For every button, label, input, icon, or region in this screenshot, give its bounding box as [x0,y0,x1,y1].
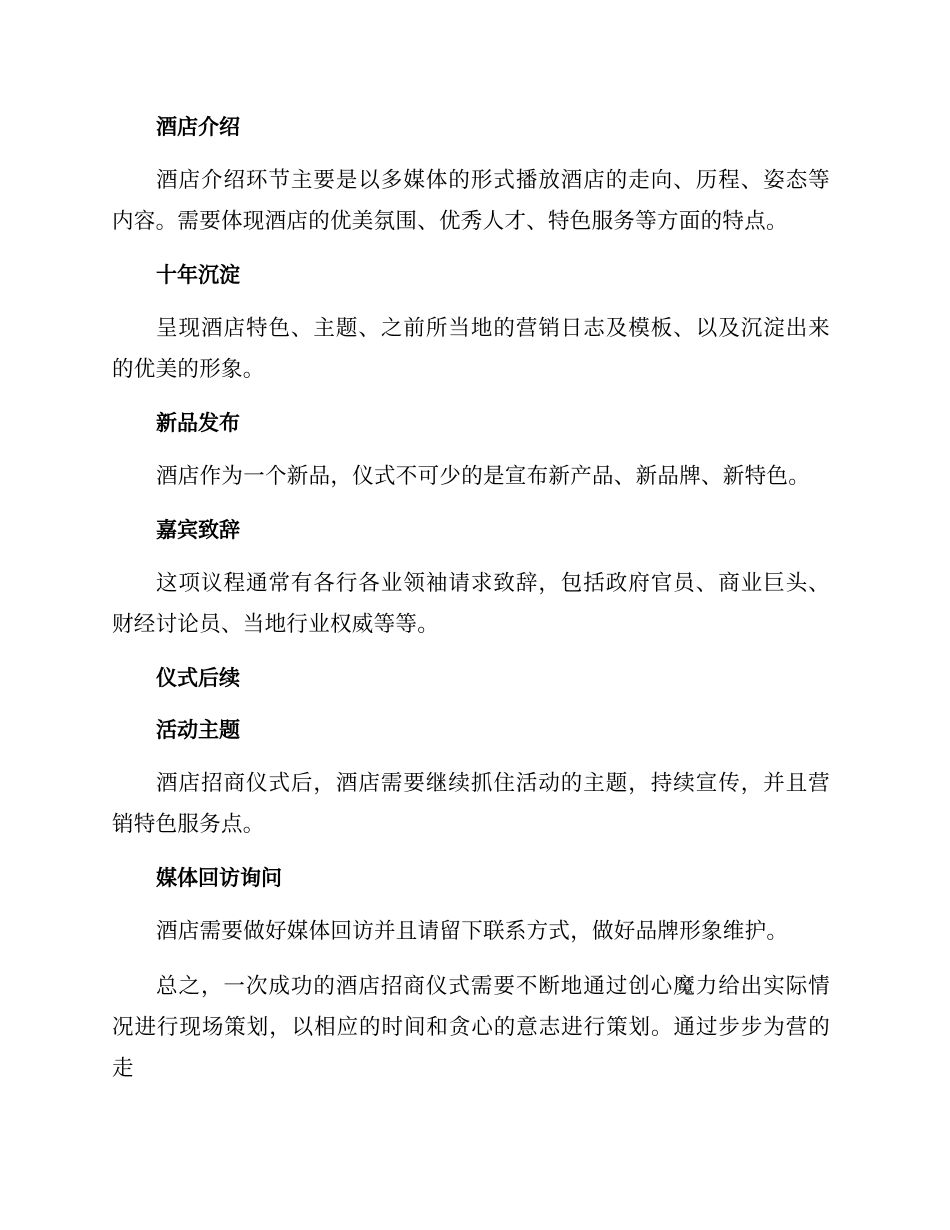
paragraph-guest-speech: 这项议程通常有各行各业领袖请求致辞，包括政府官员、商业巨头、财经讨论员、当地行业权威等等。 [112,571,830,637]
paragraph-hotel-intro: 酒店介绍环节主要是以多媒体的形式播放酒店的走向、历程、姿态等内容。需要体现酒店的优美氛围、优秀人才、特色服务等方面的特点。 [112,168,830,234]
paragraph-new-product: 酒店作为一个新品，仪式不可少的是宣布新产品、新品牌、新特色。 [156,464,811,489]
section-heading-follow-up: 仪式后续 [156,666,240,690]
section-heading-event-theme: 活动主题 [156,718,240,742]
section-heading-media-revisit: 媒体回访询问 [156,866,282,890]
section-heading-new-product: 新品发布 [156,411,240,435]
paragraph-event-theme: 酒店招商仪式后，酒店需要继续抓住活动的主题，持续宣传，并且营销特色服务点。 [112,771,830,837]
document-body [112,108,830,1103]
paragraph-ten-years: 呈现酒店特色、主题、之前所当地的营销日志及模板、以及沉淀出来的优美的形象。 [112,316,830,382]
section-heading-hotel-intro: 酒店介绍 [156,115,240,139]
paragraph-conclusion: 总之，一次成功的酒店招商仪式需要不断地通过创心魔力给出实际情况进行现场策划，以相应的时间和贪心的意志进行策划。通过步步为营的走 [112,974,830,1081]
section-heading-guest-speech: 嘉宾致辞 [156,518,240,542]
paragraph-media-revisit: 酒店需要做好媒体回访并且请留下联系方式，做好品牌形象维护。 [156,919,789,944]
section-heading-ten-years: 十年沉淀 [156,263,240,287]
